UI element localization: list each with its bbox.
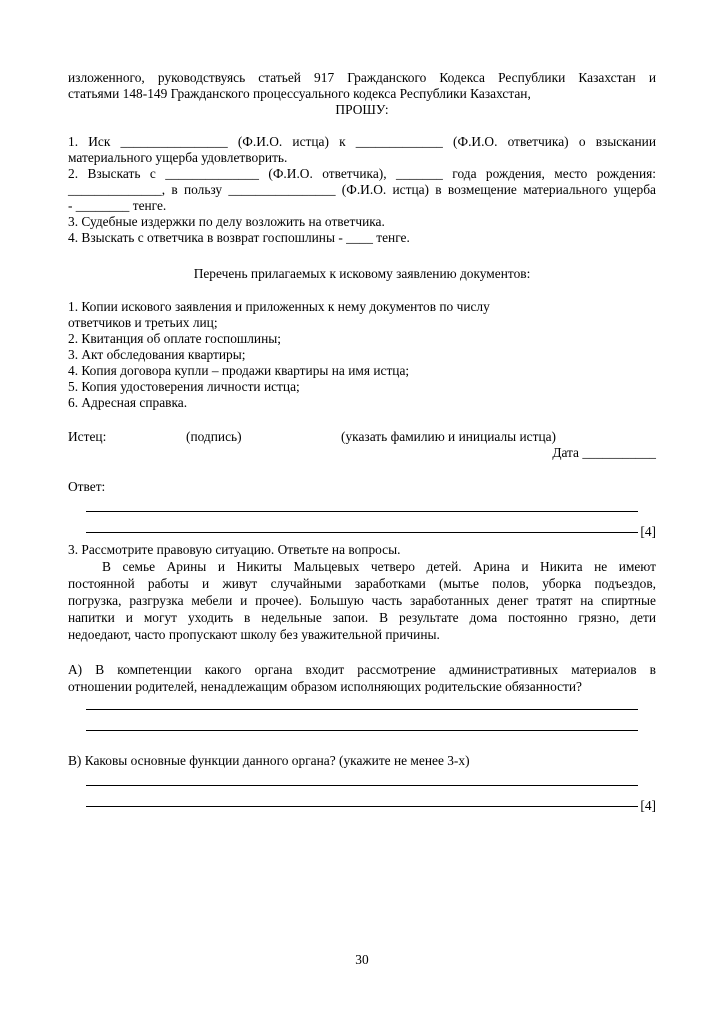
question-a-line-2: отношении родителей, ненадлежащим образом исполняющих родительские обязанности? (68, 679, 583, 694)
score-label: [4] (640, 524, 656, 539)
answer-line (86, 518, 638, 533)
name-hint: (указать фамилию и инициалы истца) (341, 429, 557, 444)
intro-line-2: статьями 148-149 Гражданского процессуального кодекса Республики Казахстан, (68, 86, 531, 101)
request-heading: ПРОШУ: (335, 102, 389, 117)
date-field: Дата ___________ (552, 445, 656, 460)
attachment-item: 5. Копия удостоверения личности истца; (68, 379, 300, 394)
task-3-title: 3. Рассмотрите правовую ситуацию. Ответьте на вопросы. (68, 542, 401, 557)
situation-line: В семье Арины и Никиты Мальцевых четверо детей. Арина и Никита не имеют (102, 559, 656, 574)
document-body (68, 70, 656, 812)
answer-line (86, 695, 638, 710)
question-a (68, 661, 656, 695)
attachment-item: 3. Акт обследования квартиры; (68, 347, 246, 362)
answer-line (86, 771, 638, 786)
plaintiff-label: Истец: (68, 429, 107, 444)
request-1-line-1: 1. Иск ________________ (Ф.И.О. истца) к _____________ (Ф.И.О. ответчика) о взыскании (68, 134, 656, 149)
task-3-situation (68, 558, 656, 643)
answer-line (86, 497, 638, 512)
request-1-line-2: материального ущерба удовлетворить. (68, 150, 288, 165)
situation-line: напитки и могут уходить в недельные запои. В результате дома постоянно грязно, дети (68, 610, 656, 625)
signature-hint: (подпись) (186, 429, 242, 444)
request-2-line-2: ______________, в пользу ________________ (Ф.И.О. истца) в возмещение материального ущерба (68, 182, 656, 197)
answer-line-with-score (68, 518, 656, 538)
attachment-item: 1. Копии искового заявления и приложенных к нему документов по числу (68, 299, 490, 314)
request-2-line-1: 2. Взыскать с ______________ (Ф.И.О. ответчика), _______ года рождения, место рождения: (68, 166, 656, 181)
intro-line-1: изложенного, руководствуясь статьей 917 Гражданского Кодекса Республики Казахстан и (68, 70, 656, 85)
attachments-heading: Перечень прилагаемых к исковому заявлению документов: (193, 266, 531, 281)
request-2-line-3: - ________ тенге. (68, 198, 167, 213)
situation-line: недоедают, часто пропускают школу без уважительной причины. (68, 627, 440, 642)
question-a-line-1: А) В компетенции какого органа входит рассмотрение административных материалов в (68, 662, 656, 677)
request-4: 4. Взыскать с ответчика в возврат госпошлины - ____ тенге. (68, 230, 410, 245)
answer-line-with-score (68, 792, 656, 812)
signature-row (68, 429, 656, 445)
answer-line (86, 792, 638, 807)
attachments-list (68, 299, 656, 411)
attachment-item: 2. Квитанция об оплате госпошлины; (68, 331, 281, 346)
attachment-item: 4. Копия договора купли – продажи квартиры на имя истца; (68, 363, 410, 378)
requests-list (68, 134, 656, 246)
attachment-item: ответчиков и третьих лиц; (68, 315, 218, 330)
request-3: 3. Судебные издержки по делу возложить на ответчика. (68, 214, 385, 229)
page-number: 30 (355, 952, 369, 967)
answer-label: Ответ: (68, 479, 106, 494)
question-b: В) Каковы основные функции данного органа? (укажите не менее 3-х) (68, 753, 470, 768)
score-label: [4] (640, 798, 656, 813)
situation-line: постоянной работы и живут случайными заработками (мытье полов, уборка подъездов, (68, 576, 656, 591)
situation-line: погрузка, разгрузка мебели и прочее). Большую часть заработанных денег тратят на спиртные (68, 593, 656, 608)
attachment-item: 6. Адресная справка. (68, 395, 188, 410)
answer-line (86, 716, 638, 731)
